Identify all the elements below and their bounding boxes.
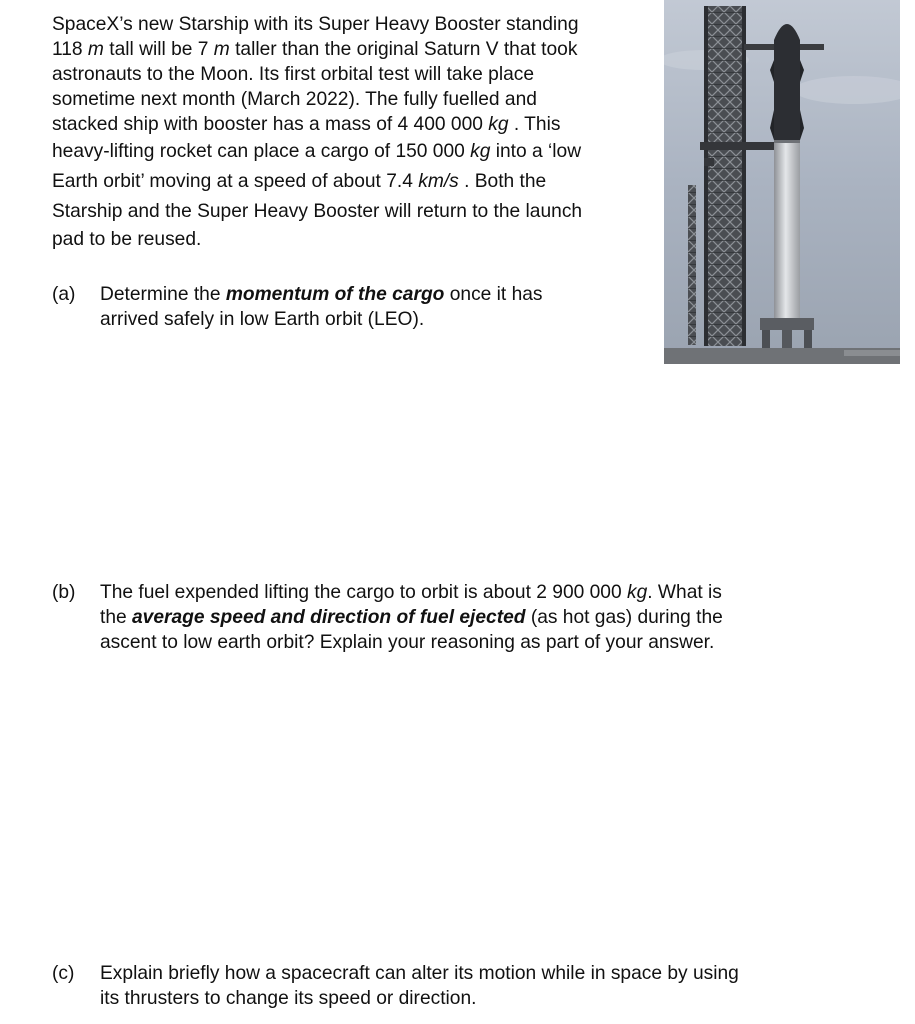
question-b-line-2: the average speed and direction of fuel ejected (as hot gas) during the <box>100 607 723 628</box>
fuel-mass-value: 2 900 000 <box>536 582 622 603</box>
starship <box>774 24 800 140</box>
intro-line-5: stacked ship with booster has a mass of 4 400 000 kg . This <box>52 114 561 135</box>
question-c <box>52 961 832 1011</box>
question-a-line-1: Determine the momentum of the cargo once it has <box>100 284 543 305</box>
question-a-line-2: arrived safely in low Earth orbit (LEO). <box>100 309 425 330</box>
intro-line-1: SpaceX’s new Starship with its Super Heavy Booster standing <box>52 14 579 35</box>
question-c-line-1: Explain briefly how a spacecraft can alter its motion while in space by using <box>100 963 739 984</box>
speed-value: 7.4 <box>386 171 413 192</box>
intro-line-2: 118 m tall will be 7 m taller than the original Saturn V that took <box>52 39 578 60</box>
question-c-label: (c) <box>52 963 75 984</box>
cargo-mass-value: 150 000 <box>395 141 465 162</box>
intro-line-8: Starship and the Super Heavy Booster will return to the launch <box>52 201 583 222</box>
intro-line-9: pad to be reused. <box>52 229 202 250</box>
question-b-line-1: The fuel expended lifting the cargo to orbit is about 2 900 000 kg. What is <box>100 582 722 603</box>
total-mass-value: 4 400 000 <box>397 114 483 135</box>
intro-line-6: heavy-lifting rocket can place a cargo of 150 000 kg into a ‘low <box>52 141 582 162</box>
intro-line-4: sometime next month (March 2022). The fully fuelled and <box>52 89 537 110</box>
question-a-label: (a) <box>52 284 76 305</box>
question-b-line-3: ascent to low earth orbit? Explain your reasoning as part of your answer. <box>100 632 715 653</box>
question-b <box>52 580 832 655</box>
question-a <box>52 282 832 332</box>
question-c-line-2: its thrusters to change its speed or direction. <box>100 988 477 1009</box>
intro-line-7: Earth orbit’ moving at a speed of about 7.4 km/s . Both the <box>52 171 547 192</box>
intro-paragraph <box>52 12 652 252</box>
question-b-label: (b) <box>52 582 76 603</box>
intro-line-3: astronauts to the Moon. Its first orbital test will take place <box>52 64 535 85</box>
